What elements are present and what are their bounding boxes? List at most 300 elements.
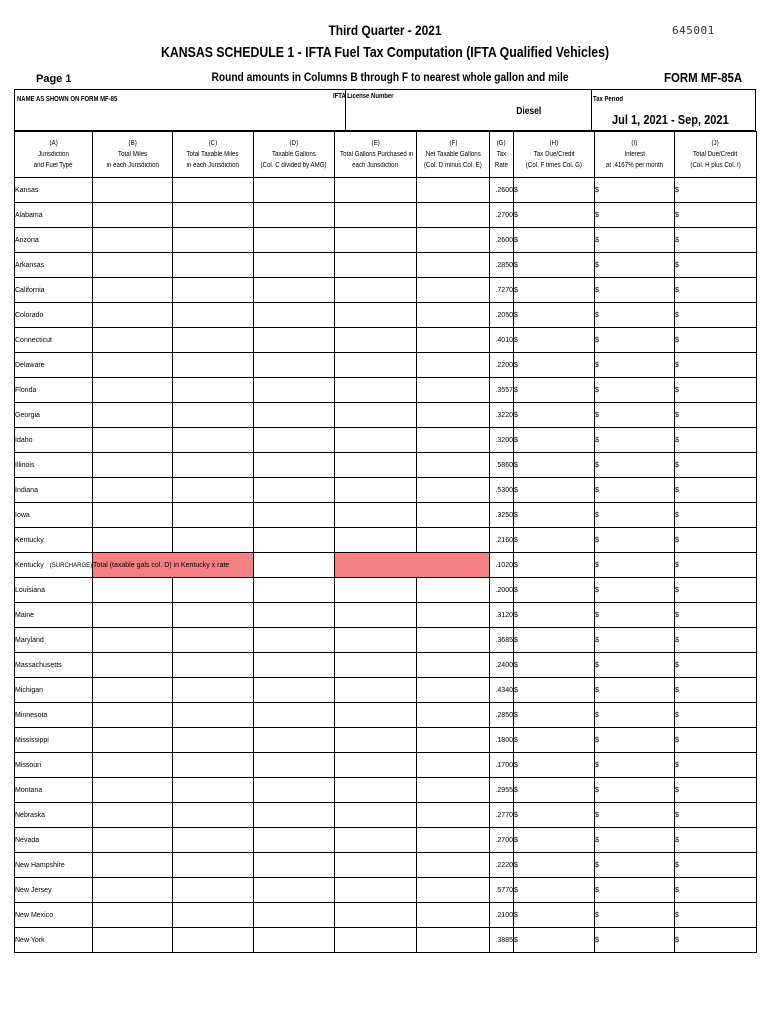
total-due-input[interactable]: $: [675, 378, 757, 403]
table-row: [15, 353, 757, 378]
interest-input[interactable]: $: [595, 428, 675, 453]
tax-due-input[interactable]: $: [514, 253, 595, 278]
net-taxable-gallons-input[interactable]: [417, 628, 490, 653]
tax-due-input[interactable]: $: [514, 728, 595, 753]
interest-input[interactable]: $: [595, 603, 675, 628]
total-miles-input[interactable]: [93, 928, 173, 953]
tax-due-input[interactable]: $: [514, 853, 595, 878]
table-row: [15, 928, 757, 953]
tax-rate-cell: .1800: [490, 728, 514, 753]
taxable-miles-input[interactable]: [173, 328, 254, 353]
interest-input[interactable]: $: [595, 203, 675, 228]
tax-due-input[interactable]: $: [514, 578, 595, 603]
gallons-purchased-input[interactable]: [335, 653, 417, 678]
interest-input[interactable]: $: [595, 478, 675, 503]
jurisdiction-cell: [15, 453, 93, 478]
jurisdiction-name: Indiana: [15, 486, 38, 494]
taxable-miles-input[interactable]: [173, 453, 254, 478]
tax-due-input[interactable]: $: [514, 228, 595, 253]
tax-due-input[interactable]: $: [514, 878, 595, 903]
interest-input[interactable]: $: [595, 303, 675, 328]
total-due-input[interactable]: $: [675, 703, 757, 728]
total-miles-input[interactable]: [93, 653, 173, 678]
taxable-gallons-input[interactable]: [254, 328, 335, 353]
taxable-gallons-input[interactable]: [254, 253, 335, 278]
taxable-gallons-input[interactable]: [254, 453, 335, 478]
tax-due-input[interactable]: $: [514, 703, 595, 728]
tax-due-input[interactable]: $: [514, 328, 595, 353]
tax-due-input[interactable]: $: [514, 278, 595, 303]
taxable-miles-input[interactable]: [173, 178, 254, 203]
net-taxable-gallons-input[interactable]: [417, 378, 490, 403]
taxable-miles-input[interactable]: [173, 278, 254, 303]
total-due-input[interactable]: $: [675, 478, 757, 503]
table-row: [15, 503, 757, 528]
tax-period-label: Tax Period: [593, 96, 623, 103]
net-taxable-gallons-input[interactable]: [417, 578, 490, 603]
name-field[interactable]: [17, 104, 343, 128]
license-field[interactable]: [347, 102, 507, 128]
taxable-gallons-input[interactable]: [254, 778, 335, 803]
taxable-miles-input[interactable]: [173, 353, 254, 378]
net-taxable-gallons-input[interactable]: [417, 403, 490, 428]
column-header-a: (A) Jurisdiction and Fuel Type: [15, 132, 93, 178]
net-taxable-gallons-input[interactable]: [417, 778, 490, 803]
taxable-gallons-input[interactable]: [254, 428, 335, 453]
taxable-miles-input[interactable]: [173, 228, 254, 253]
total-due-input[interactable]: $: [675, 203, 757, 228]
column-header-b: (B) Total Miles in each Jurisdiction: [93, 132, 173, 178]
interest-input[interactable]: $: [595, 903, 675, 928]
tax-due-input[interactable]: $: [514, 778, 595, 803]
total-due-input[interactable]: $: [675, 528, 757, 553]
tax-rate-cell: .2400: [490, 653, 514, 678]
interest-input[interactable]: $: [595, 378, 675, 403]
column-header-f: (F) Net Taxable Gallons (Col. D minus Col. E): [417, 132, 490, 178]
gallons-purchased-input[interactable]: [335, 403, 417, 428]
gallons-purchased-input[interactable]: [335, 678, 417, 703]
column-header-h: (H) Tax Due/Credit (Col. F times Col. G): [514, 132, 595, 178]
net-taxable-gallons-input[interactable]: [417, 853, 490, 878]
fuel-type: Diesel: [516, 106, 542, 117]
total-miles-input[interactable]: [93, 328, 173, 353]
gallons-purchased-input[interactable]: [335, 228, 417, 253]
interest-input[interactable]: $: [595, 553, 675, 578]
total-due-input[interactable]: $: [675, 903, 757, 928]
interest-input[interactable]: $: [595, 653, 675, 678]
form-code: 645001: [672, 24, 715, 37]
taxable-gallons-input[interactable]: [254, 353, 335, 378]
taxable-gallons-input[interactable]: [254, 728, 335, 753]
interest-input[interactable]: $: [595, 403, 675, 428]
taxable-gallons-input[interactable]: [254, 378, 335, 403]
net-taxable-gallons-input[interactable]: [417, 603, 490, 628]
net-taxable-gallons-input[interactable]: [417, 878, 490, 903]
total-miles-input[interactable]: [93, 203, 173, 228]
table-row: [15, 228, 757, 253]
total-miles-input[interactable]: [93, 728, 173, 753]
tax-rate-cell: .3120: [490, 603, 514, 628]
tax-rate-cell: .2050: [490, 303, 514, 328]
total-miles-input[interactable]: [93, 753, 173, 778]
gallons-purchased-input[interactable]: [335, 303, 417, 328]
name-label: NAME AS SHOWN ON FORM MF-85: [17, 96, 118, 103]
total-miles-input[interactable]: [93, 778, 173, 803]
gallons-purchased-input[interactable]: [335, 728, 417, 753]
interest-input[interactable]: $: [595, 728, 675, 753]
tax-due-input[interactable]: $: [514, 628, 595, 653]
total-due-input[interactable]: $: [675, 753, 757, 778]
taxable-miles-input[interactable]: [173, 378, 254, 403]
taxable-miles-input[interactable]: [173, 628, 254, 653]
jurisdiction-cell: [15, 903, 93, 928]
jurisdiction-name: Illinois: [15, 461, 35, 469]
net-taxable-gallons-input[interactable]: [417, 278, 490, 303]
taxable-miles-input[interactable]: [173, 828, 254, 853]
taxable-gallons-input[interactable]: [254, 403, 335, 428]
taxable-gallons-input[interactable]: [254, 828, 335, 853]
total-due-input[interactable]: $: [675, 728, 757, 753]
taxable-gallons-input[interactable]: [254, 578, 335, 603]
gallons-purchased-input[interactable]: [335, 428, 417, 453]
total-due-input[interactable]: $: [675, 303, 757, 328]
total-miles-input[interactable]: [93, 453, 173, 478]
total-miles-input[interactable]: [93, 353, 173, 378]
taxable-miles-input[interactable]: [173, 653, 254, 678]
total-miles-input[interactable]: [93, 628, 173, 653]
total-due-input[interactable]: $: [675, 803, 757, 828]
taxable-miles-input[interactable]: [173, 878, 254, 903]
net-taxable-gallons-input[interactable]: [417, 478, 490, 503]
gallons-purchased-input[interactable]: [335, 878, 417, 903]
tax-rate-cell: .3557: [490, 378, 514, 403]
taxable-gallons-input[interactable]: [254, 278, 335, 303]
jurisdiction-cell: [15, 303, 93, 328]
jurisdiction-cell: [15, 428, 93, 453]
interest-input[interactable]: $: [595, 678, 675, 703]
net-taxable-gallons-input[interactable]: [417, 703, 490, 728]
jurisdiction-name: Alabama: [15, 211, 43, 219]
total-due-input[interactable]: $: [675, 228, 757, 253]
tax-due-input[interactable]: $: [514, 553, 595, 578]
table-row: [15, 478, 757, 503]
tax-due-input[interactable]: $: [514, 503, 595, 528]
net-taxable-gallons-input[interactable]: [417, 503, 490, 528]
gallons-purchased-input[interactable]: [335, 328, 417, 353]
interest-input[interactable]: $: [595, 178, 675, 203]
total-due-input[interactable]: $: [675, 403, 757, 428]
total-miles-input[interactable]: [93, 278, 173, 303]
gallons-purchased-input[interactable]: [335, 603, 417, 628]
interest-input[interactable]: $: [595, 853, 675, 878]
gallons-purchased-input[interactable]: [335, 753, 417, 778]
taxable-gallons-input[interactable]: [254, 603, 335, 628]
interest-input[interactable]: $: [595, 228, 675, 253]
tax-due-input[interactable]: $: [514, 303, 595, 328]
jurisdiction-cell: [15, 678, 93, 703]
total-miles-input[interactable]: [93, 578, 173, 603]
tax-due-input[interactable]: $: [514, 428, 595, 453]
total-miles-input[interactable]: [93, 853, 173, 878]
net-taxable-gallons-input[interactable]: [417, 453, 490, 478]
gallons-purchased-input[interactable]: [335, 778, 417, 803]
total-due-input[interactable]: $: [675, 778, 757, 803]
gallons-purchased-input[interactable]: [335, 203, 417, 228]
total-due-input[interactable]: $: [675, 928, 757, 953]
total-miles-input[interactable]: [93, 303, 173, 328]
total-due-input[interactable]: $: [675, 628, 757, 653]
taxable-miles-input[interactable]: [173, 403, 254, 428]
gallons-purchased-input[interactable]: [335, 578, 417, 603]
column-header-row: [15, 132, 757, 178]
taxable-miles-input[interactable]: [173, 678, 254, 703]
interest-input[interactable]: $: [595, 703, 675, 728]
jurisdiction-cell: [15, 328, 93, 353]
gallons-purchased-input[interactable]: [335, 528, 417, 553]
jurisdiction-cell: [15, 253, 93, 278]
taxable-gallons-input[interactable]: [254, 478, 335, 503]
total-miles-input[interactable]: [93, 378, 173, 403]
tax-due-input[interactable]: $: [514, 453, 595, 478]
jurisdiction-name: Connecticut: [15, 336, 52, 344]
tax-due-input[interactable]: $: [514, 753, 595, 778]
taxable-gallons-input[interactable]: [254, 803, 335, 828]
total-miles-input[interactable]: [93, 428, 173, 453]
taxable-miles-input[interactable]: [173, 428, 254, 453]
total-due-input[interactable]: $: [675, 578, 757, 603]
net-taxable-gallons-input[interactable]: [417, 203, 490, 228]
total-due-input[interactable]: $: [675, 653, 757, 678]
page-label: Page 1: [36, 73, 72, 85]
total-due-input[interactable]: $: [675, 428, 757, 453]
tax-rate-cell: .4340: [490, 678, 514, 703]
taxable-miles-input[interactable]: [173, 303, 254, 328]
total-miles-input[interactable]: [93, 803, 173, 828]
taxable-gallons-input[interactable]: [254, 178, 335, 203]
table-row: [15, 628, 757, 653]
net-taxable-gallons-input[interactable]: [417, 253, 490, 278]
net-taxable-gallons-input[interactable]: [417, 328, 490, 353]
taxable-miles-input[interactable]: [173, 503, 254, 528]
total-miles-input[interactable]: [93, 703, 173, 728]
table-row: [15, 728, 757, 753]
tax-rate-cell: .5770: [490, 878, 514, 903]
tax-due-input[interactable]: $: [514, 378, 595, 403]
interest-input[interactable]: $: [595, 778, 675, 803]
interest-input[interactable]: $: [595, 628, 675, 653]
total-due-input[interactable]: $: [675, 828, 757, 853]
net-taxable-gallons-input[interactable]: [417, 753, 490, 778]
taxable-gallons-input[interactable]: [254, 553, 335, 578]
taxable-miles-input[interactable]: [173, 253, 254, 278]
total-miles-input[interactable]: [93, 603, 173, 628]
tax-due-input[interactable]: $: [514, 203, 595, 228]
taxable-gallons-input[interactable]: [254, 228, 335, 253]
jurisdiction-name: Arizona: [15, 236, 39, 244]
taxable-gallons-input[interactable]: [254, 928, 335, 953]
total-due-input[interactable]: $: [675, 453, 757, 478]
gallons-purchased-input[interactable]: [335, 353, 417, 378]
taxable-miles-input[interactable]: [173, 603, 254, 628]
interest-input[interactable]: $: [595, 453, 675, 478]
taxable-gallons-input[interactable]: [254, 528, 335, 553]
interest-input[interactable]: $: [595, 353, 675, 378]
total-miles-input[interactable]: [93, 228, 173, 253]
total-due-input[interactable]: $: [675, 328, 757, 353]
table-row: [15, 703, 757, 728]
interest-input[interactable]: $: [595, 528, 675, 553]
jurisdiction-name: Montana: [15, 786, 43, 794]
jurisdiction-name: New Jersey: [15, 886, 52, 894]
taxable-miles-input[interactable]: [173, 778, 254, 803]
taxable-gallons-input[interactable]: [254, 853, 335, 878]
net-taxable-gallons-input[interactable]: [417, 928, 490, 953]
total-miles-input[interactable]: [93, 678, 173, 703]
table-row: [15, 678, 757, 703]
total-due-input[interactable]: $: [675, 253, 757, 278]
jurisdiction-cell: [15, 928, 93, 953]
table-row: [15, 878, 757, 903]
total-miles-input[interactable]: [93, 253, 173, 278]
tax-due-input[interactable]: $: [514, 528, 595, 553]
gallons-purchased-input[interactable]: [335, 253, 417, 278]
jurisdiction-cell: [15, 203, 93, 228]
taxable-miles-input[interactable]: [173, 528, 254, 553]
taxable-gallons-input[interactable]: [254, 503, 335, 528]
tax-due-input[interactable]: $: [514, 653, 595, 678]
total-due-input[interactable]: $: [675, 603, 757, 628]
net-taxable-gallons-input[interactable]: [417, 678, 490, 703]
total-due-input[interactable]: $: [675, 178, 757, 203]
total-miles-input[interactable]: [93, 178, 173, 203]
tax-due-input[interactable]: $: [514, 678, 595, 703]
net-taxable-gallons-input[interactable]: [417, 428, 490, 453]
total-due-input[interactable]: $: [675, 878, 757, 903]
tax-due-input[interactable]: $: [514, 803, 595, 828]
net-taxable-gallons-input[interactable]: [417, 828, 490, 853]
taxable-miles-input[interactable]: [173, 478, 254, 503]
tax-due-input[interactable]: $: [514, 828, 595, 853]
gallons-purchased-input[interactable]: [335, 278, 417, 303]
jurisdiction-name: Georgia: [15, 411, 40, 419]
surcharge-note-cell: [93, 553, 254, 578]
tax-period: Jul 1, 2021 - Sep, 2021: [612, 112, 729, 127]
taxable-gallons-input[interactable]: [254, 703, 335, 728]
tax-due-input[interactable]: $: [514, 403, 595, 428]
taxable-gallons-input[interactable]: [254, 653, 335, 678]
total-miles-input[interactable]: [93, 903, 173, 928]
gallons-purchased-input[interactable]: [335, 478, 417, 503]
tax-due-input[interactable]: $: [514, 903, 595, 928]
taxable-miles-input[interactable]: [173, 803, 254, 828]
gallons-purchased-input[interactable]: [335, 703, 417, 728]
taxable-miles-input[interactable]: [173, 903, 254, 928]
total-due-input[interactable]: $: [675, 853, 757, 878]
interest-input[interactable]: $: [595, 828, 675, 853]
taxable-gallons-input[interactable]: [254, 678, 335, 703]
table-row: [15, 303, 757, 328]
total-miles-input[interactable]: [93, 503, 173, 528]
interest-input[interactable]: $: [595, 253, 675, 278]
total-due-input[interactable]: $: [675, 553, 757, 578]
net-taxable-gallons-input[interactable]: [417, 228, 490, 253]
form-name: FORM MF-85A: [664, 70, 743, 85]
table-row: [15, 803, 757, 828]
net-taxable-gallons-input[interactable]: [417, 653, 490, 678]
interest-input[interactable]: $: [595, 928, 675, 953]
interest-input[interactable]: $: [595, 278, 675, 303]
net-taxable-gallons-input[interactable]: [417, 728, 490, 753]
interest-input[interactable]: $: [595, 328, 675, 353]
tax-due-input[interactable]: $: [514, 928, 595, 953]
gallons-purchased-input[interactable]: [335, 453, 417, 478]
fuel-tax-table: [14, 131, 757, 953]
gallons-purchased-input[interactable]: [335, 178, 417, 203]
total-miles-input[interactable]: [93, 403, 173, 428]
gallons-purchased-input[interactable]: [335, 903, 417, 928]
tax-due-input[interactable]: $: [514, 478, 595, 503]
taxable-gallons-input[interactable]: [254, 628, 335, 653]
total-due-input[interactable]: $: [675, 503, 757, 528]
net-taxable-gallons-input[interactable]: [417, 528, 490, 553]
jurisdiction-name: Kentucky: [15, 536, 44, 544]
interest-input[interactable]: $: [595, 753, 675, 778]
column-header-e: (E) Total Gallons Purchased in each Jurisdiction: [335, 132, 417, 178]
taxable-gallons-input[interactable]: [254, 903, 335, 928]
taxable-miles-input[interactable]: [173, 928, 254, 953]
tax-due-input[interactable]: $: [514, 603, 595, 628]
total-miles-input[interactable]: [93, 478, 173, 503]
total-miles-input[interactable]: [93, 828, 173, 853]
interest-input[interactable]: $: [595, 878, 675, 903]
gallons-purchased-input[interactable]: [335, 828, 417, 853]
gallons-purchased-input[interactable]: [335, 803, 417, 828]
total-due-input[interactable]: $: [675, 353, 757, 378]
taxable-miles-input[interactable]: [173, 203, 254, 228]
taxable-miles-input[interactable]: [173, 578, 254, 603]
gallons-purchased-input[interactable]: [335, 928, 417, 953]
taxable-gallons-input[interactable]: [254, 753, 335, 778]
taxable-miles-input[interactable]: [173, 703, 254, 728]
tax-due-input[interactable]: $: [514, 178, 595, 203]
taxable-gallons-input[interactable]: [254, 303, 335, 328]
net-taxable-gallons-input[interactable]: [417, 803, 490, 828]
gallons-purchased-input[interactable]: [335, 503, 417, 528]
net-taxable-gallons-input[interactable]: [417, 303, 490, 328]
taxable-gallons-input[interactable]: [254, 203, 335, 228]
net-taxable-gallons-input[interactable]: [417, 903, 490, 928]
total-due-input[interactable]: $: [675, 278, 757, 303]
interest-input[interactable]: $: [595, 503, 675, 528]
taxable-miles-input[interactable]: [173, 728, 254, 753]
taxable-miles-input[interactable]: [173, 753, 254, 778]
gallons-purchased-input[interactable]: [335, 378, 417, 403]
total-miles-input[interactable]: [93, 528, 173, 553]
gallons-purchased-input[interactable]: [335, 628, 417, 653]
net-taxable-gallons-input[interactable]: [417, 178, 490, 203]
interest-input[interactable]: $: [595, 578, 675, 603]
interest-input[interactable]: $: [595, 803, 675, 828]
taxable-gallons-input[interactable]: [254, 878, 335, 903]
gallons-purchased-input[interactable]: [335, 853, 417, 878]
tax-due-input[interactable]: $: [514, 353, 595, 378]
jurisdiction-name: Kentucky: [15, 561, 44, 569]
net-taxable-gallons-input[interactable]: [417, 353, 490, 378]
taxable-miles-input[interactable]: [173, 853, 254, 878]
total-due-input[interactable]: $: [675, 678, 757, 703]
total-miles-input[interactable]: [93, 878, 173, 903]
column-header-j: (J) Total Due/Credit (Col. H plus Col. I): [675, 132, 757, 178]
